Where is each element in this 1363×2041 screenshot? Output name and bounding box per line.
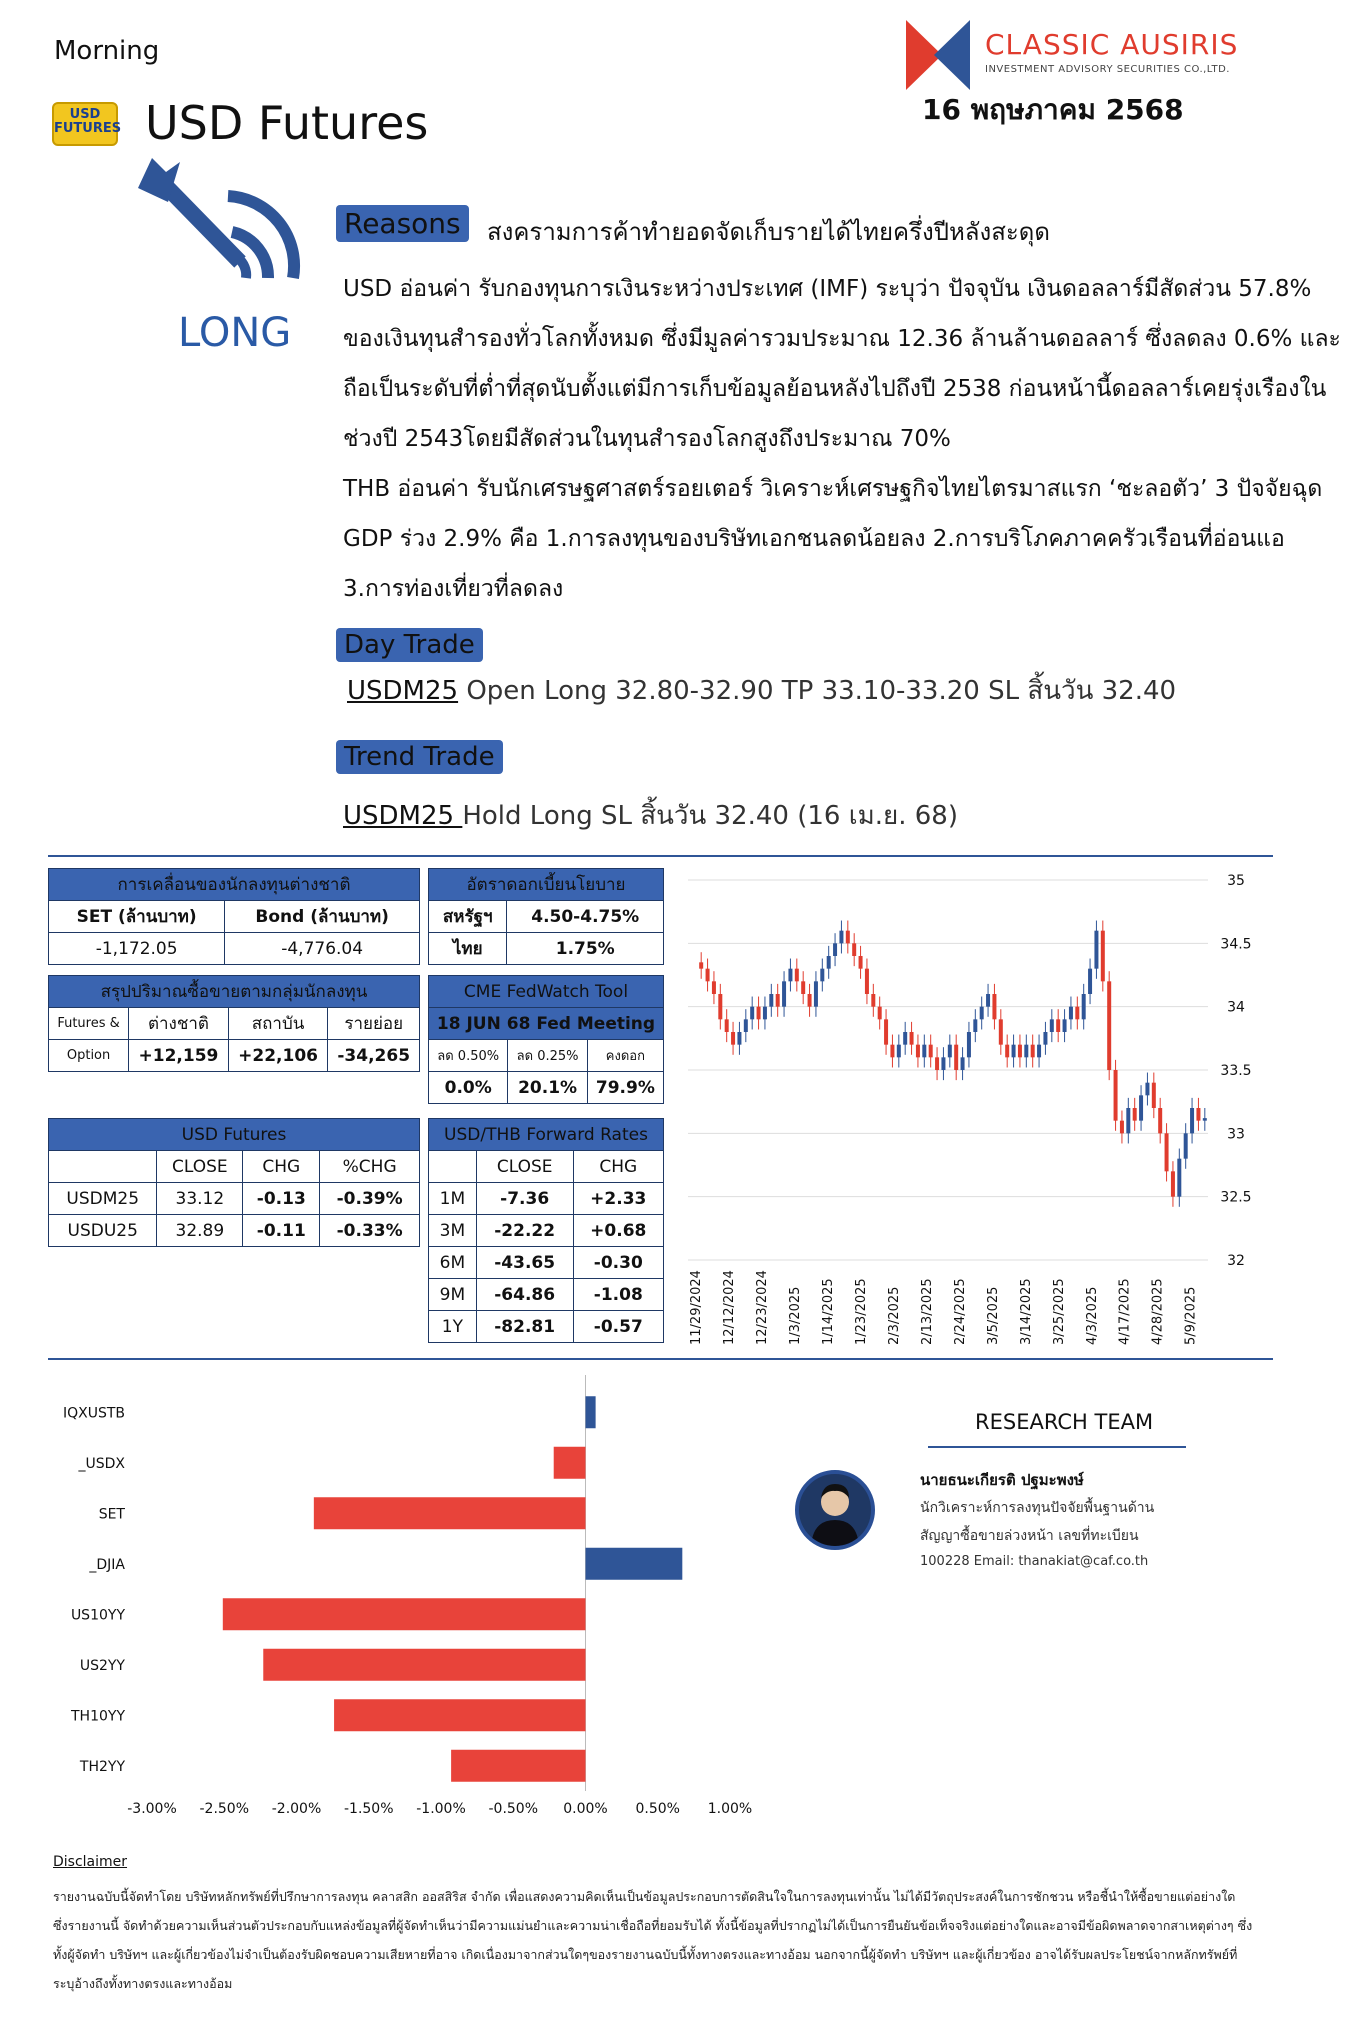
usd-futures-close: 32.89 [157, 1215, 243, 1247]
table-row [429, 1183, 664, 1215]
bar [451, 1750, 585, 1782]
usd-futures-badge-icon: USD FUTURES [52, 102, 118, 146]
candle-body [992, 994, 996, 1019]
usd-futures-symbol: USDM25 [49, 1183, 157, 1215]
fedwatch-header: ลด 0.50% [429, 1040, 508, 1072]
candle-body [871, 994, 875, 1007]
x-tick-label: 4/17/2025 [1117, 1278, 1133, 1345]
x-tick-label: 2/24/2025 [952, 1278, 968, 1345]
market-change-bar-chart [40, 1375, 760, 1835]
section-divider-top [48, 855, 1273, 857]
fedwatch-title: CME FedWatch Tool [429, 976, 664, 1008]
policy-rate-value: 4.50-4.75% [507, 901, 664, 933]
reason-headline: สงครามการค้าทำยอดจัดเก็บรายได้ไทยครึ่งปีหลังสะดุด [487, 218, 1050, 246]
candle-body [935, 1057, 939, 1070]
candle-body [737, 1032, 741, 1045]
investor-summary-value: -34,265 [328, 1040, 420, 1072]
forward-close: -64.86 [476, 1279, 573, 1311]
forward-rates-title: USD/THB Forward Rates [429, 1119, 664, 1151]
candle-body [910, 1032, 914, 1045]
y-tick-label: 35 [1227, 873, 1245, 889]
usd-futures-chg: -0.13 [243, 1183, 320, 1215]
y-tick-label: 34.5 [1220, 936, 1252, 953]
candle-body [852, 943, 856, 956]
usd-futures-header: CHG [243, 1151, 320, 1183]
target-dart-icon [128, 158, 308, 288]
candle-body [1082, 994, 1086, 1019]
candle-body [1056, 1019, 1060, 1032]
x-tick-label: -1.00% [416, 1801, 466, 1817]
x-tick-label: 0.50% [635, 1801, 680, 1817]
forward-close: -82.81 [476, 1311, 573, 1343]
y-tick-label: 32.5 [1220, 1189, 1252, 1206]
candle-body [1184, 1133, 1188, 1158]
table-row [429, 1311, 664, 1343]
policy-rate-country: ไทย [429, 933, 507, 965]
table-row [429, 1215, 664, 1247]
candle-body [890, 1045, 894, 1058]
candle-body [1024, 1045, 1028, 1058]
investor-summary-value: +22,106 [228, 1040, 328, 1072]
reason-paragraph-thb: THB อ่อนค่า รับนักเศรษฐศาสตร์รอยเตอร์ วิเคราะห์เศรษฐกิจไทยไตรมาสแรก ‘ชะลอตัว’ 3 ปัจจัยฉุด GDP ร่วง 2.9% คือ 1.การลงทุนของบริษัทเอกชนลดน้อยลง 2.การบริโภคภาคครัวเรือนที่อ่อนแอ 3.การท่องเที่ยวที่ลดลง [343, 476, 1323, 602]
candle-body [833, 943, 837, 956]
forward-header: CHG [573, 1151, 663, 1183]
investor-summary-value: +12,159 [129, 1040, 229, 1072]
usd-futures-pct: -0.39% [320, 1183, 420, 1215]
candle-body [1101, 931, 1105, 982]
candle-body [1139, 1095, 1143, 1120]
bar-category-label: US10YY [70, 1607, 125, 1624]
candle-body [1005, 1045, 1009, 1058]
forward-chg: -0.57 [573, 1311, 663, 1343]
candle-body [769, 994, 773, 1007]
policy-rate-title: อัตราดอกเบี้ยนโยบาย [429, 869, 664, 901]
candle-body [865, 969, 869, 994]
investor-summary-header: รายย่อย [328, 1008, 420, 1040]
candle-body [846, 931, 850, 944]
x-tick-label: 12/12/2024 [721, 1270, 737, 1345]
foreign-flow-bond-value: -4,776.04 [225, 933, 420, 965]
investor-summary-header: ต่างชาติ [129, 1008, 229, 1040]
candle-body [808, 994, 812, 1007]
reason-body [343, 264, 1343, 614]
candle-body [763, 1007, 767, 1020]
table-row [49, 1215, 420, 1247]
usd-futures-symbol: USDU25 [49, 1215, 157, 1247]
candle-body [1043, 1032, 1047, 1045]
policy-rate-country: สหรัฐฯ [429, 901, 507, 933]
candle-body [1094, 931, 1098, 969]
day-trade-tag: Day Trade [336, 628, 483, 662]
x-tick-label: 11/29/2024 [689, 1270, 704, 1345]
day-trade-line [347, 670, 1176, 711]
forward-tenor: 1Y [429, 1311, 477, 1343]
forward-header: CLOSE [476, 1151, 573, 1183]
fedwatch-header: คงดอก [587, 1040, 663, 1072]
candle-body [1196, 1108, 1200, 1121]
candle-body [712, 981, 716, 994]
forward-tenor: 1M [429, 1183, 477, 1215]
candle-body [941, 1057, 945, 1070]
candle-body [788, 969, 792, 982]
x-tick-label: 3/5/2025 [985, 1286, 1001, 1345]
candle-body [706, 969, 710, 982]
fedwatch-value: 20.1% [508, 1072, 587, 1104]
bar [586, 1548, 683, 1580]
x-tick-label: -1.50% [343, 1801, 394, 1817]
report-date: 16 พฤษภาคม 2568 [922, 93, 1184, 126]
table-row [429, 1279, 664, 1311]
fedwatch-table [428, 975, 664, 1104]
foreign-flow-set-value: -1,172.05 [49, 933, 225, 965]
table-row [49, 1183, 420, 1215]
brand-logo-icon [906, 20, 970, 90]
forward-chg: +2.33 [573, 1183, 663, 1215]
forward-tenor: 9M [429, 1279, 477, 1311]
candle-body [801, 981, 805, 994]
forward-close: -7.36 [476, 1183, 573, 1215]
candle-body [1120, 1121, 1124, 1134]
brand-subtitle: INVESTMENT ADVISORY SECURITIES CO.,LTD. [985, 64, 1230, 75]
candle-body [859, 956, 863, 969]
brand-name: CLASSIC AUSIRIS [985, 28, 1239, 61]
analyst-role: นักวิเคราะห์การลงทุนปัจจัยพื้นฐานด้าน [920, 1500, 1155, 1516]
candle-body [961, 1057, 965, 1070]
candle-body [884, 1019, 888, 1044]
candle-body [1165, 1133, 1169, 1171]
usd-futures-chg: -0.11 [243, 1215, 320, 1247]
candle-body [986, 994, 990, 1007]
usd-futures-close: 33.12 [157, 1183, 243, 1215]
forward-chg: -0.30 [573, 1247, 663, 1279]
candle-body [999, 1019, 1003, 1044]
forward-chg: -1.08 [573, 1279, 663, 1311]
candle-body [1069, 1007, 1073, 1020]
candle-body [827, 956, 831, 969]
y-tick-label: 33 [1227, 1126, 1245, 1143]
bar [586, 1396, 596, 1428]
bar-category-label: _DJIA [89, 1556, 125, 1573]
analyst-contact: 100228 Email: thanakiat@caf.co.th [920, 1554, 1149, 1569]
investor-summary-table [48, 975, 420, 1072]
reasons-tag: Reasons [336, 205, 469, 242]
candle-body [1158, 1108, 1162, 1133]
candle-body [744, 1019, 748, 1032]
candle-body [820, 969, 824, 982]
y-tick-label: 32 [1227, 1253, 1245, 1269]
fedwatch-value: 0.0% [429, 1072, 508, 1104]
session-label: Morning [54, 36, 160, 66]
forward-chg: +0.68 [573, 1215, 663, 1247]
x-tick-label: 2/3/2025 [886, 1286, 902, 1345]
candle-body [1177, 1159, 1181, 1197]
disclaimer-text: รายงานฉบับนี้จัดทำโดย บริษัทหลักทรัพย์ที่ปรึกษาการลงทุน คลาสสิก ออสสิริส จำกัด เพื่อแสดงความคิดเห็นเป็นข้อมูลประกอบการตัดสินใจในการลงทุนเท่านั้น ไม่ได้มีวัตถุประสงค์ในการชักชวน หรือชี้นำให้ซื้อขายแต่อย่างใด ซึ่งรายงานนี้ จัดทำด้วยความเห็นส่วนตัวประกอบกับแหล่งข้อมูลที่ผู้จัดทำเห็นว่ามีความแม่นยำและความน่าเชื่อถือที่ยอมรับได้ ทั้งนี้ข้อมูลที่ปรากฏไม่ได้เป็นการยืนยันข้อเท็จจริงแต่อย่างใดและอาจมีข้อผิดพลาดจากสาเหตุต่างๆ ซึ่งทั้งผู้จัดทำ บริษัทฯ และผู้เกี่ยวข้องไม่จำเป็นต้องรับผิดชอบความเสียหายที่อาจ เกิดเนื่องมาจากส่วนใดๆของรายงานฉบับนี้ทั้งทางตรงและทางอ้อม นอกจากนี้ผู้จัดทำ บริษัทฯ และผู้เกี่ยวข้อง อาจได้รับผลประโยชน์จากหลักทรัพย์ที่ระบุอ้างถึงทั้งทางตรงและทางอ้อม [53, 1889, 1253, 1991]
candle-body [1031, 1045, 1035, 1058]
candle-body [839, 931, 843, 944]
analyst-name: นายธนะเกียรติ ปฐมะพงษ์ [920, 1471, 1084, 1489]
x-tick-label: 4/3/2025 [1084, 1286, 1100, 1345]
candle-body [725, 1019, 729, 1032]
day-trade-symbol: USDM25 [347, 676, 459, 706]
bar-category-label: SET [98, 1506, 125, 1523]
candle-body [699, 962, 703, 968]
candle-body [948, 1045, 952, 1058]
y-tick-label: 33.5 [1220, 1063, 1252, 1079]
x-tick-label: 3/14/2025 [1018, 1278, 1034, 1345]
foreign-flow-table [48, 868, 420, 965]
position-label: LONG [178, 310, 292, 356]
candle-body [1075, 1007, 1079, 1020]
fedwatch-header: ลด 0.25% [508, 1040, 587, 1072]
x-tick-label: 3/25/2025 [1051, 1278, 1067, 1345]
foreign-flow-col-bond: Bond (ล้านบาท) [225, 901, 420, 933]
candle-body [1050, 1019, 1054, 1032]
forward-close: -43.65 [476, 1247, 573, 1279]
candle-body [954, 1045, 958, 1070]
x-tick-label: 2/13/2025 [919, 1278, 935, 1345]
analyst-avatar [795, 1470, 875, 1550]
bar [263, 1649, 585, 1681]
bar-category-label: _USDX [78, 1455, 125, 1472]
x-tick-label: -2.00% [271, 1801, 322, 1817]
candle-body [1203, 1118, 1207, 1121]
bar [334, 1699, 585, 1731]
person-icon [799, 1474, 871, 1546]
foreign-flow-col-set: SET (ล้านบาท) [49, 901, 225, 933]
candle-body [1126, 1108, 1130, 1133]
candle-body [967, 1032, 971, 1057]
investor-summary-label: Futures & [49, 1008, 129, 1040]
forward-rates-table [428, 1118, 664, 1343]
investor-summary-title: สรุปปริมาณซื้อขายตามกลุ่มนักลงทุน [49, 976, 420, 1008]
candle-body [1037, 1045, 1041, 1058]
candle-body [980, 1007, 984, 1020]
disclaimer-title: Disclaimer [53, 1854, 128, 1870]
candle-body [1107, 981, 1111, 1070]
candle-body [1012, 1045, 1016, 1058]
candle-body [718, 994, 722, 1019]
candle-body [1088, 969, 1092, 994]
research-team-title: RESEARCH TEAM [975, 1410, 1154, 1434]
bar-category-label: IQXUSTB [62, 1405, 125, 1422]
trend-trade-text: Hold Long SL สิ้นวัน 32.40 (16 เม.ย. 68) [462, 801, 958, 831]
policy-rate-value: 1.75% [507, 933, 664, 965]
x-tick-label: 0.00% [563, 1801, 608, 1817]
x-tick-label: 12/23/2024 [754, 1270, 770, 1345]
usd-futures-header: CLOSE [157, 1151, 243, 1183]
page-title: USD Futures [145, 96, 429, 150]
day-trade-text: Open Long 32.80-32.90 TP 33.10-33.20 SL สิ้นวัน 32.40 [458, 676, 1177, 706]
table-row [429, 1247, 664, 1279]
x-tick-label: -2.50% [199, 1801, 250, 1817]
candle-body [973, 1019, 977, 1032]
candle-body [929, 1045, 933, 1058]
investor-summary-label: Option [49, 1040, 129, 1072]
candle-body [1171, 1171, 1175, 1196]
x-tick-label: 1/14/2025 [820, 1278, 836, 1345]
candle-body [1152, 1083, 1156, 1108]
reason-paragraph-usd: USD อ่อนค่า รับกองทุนการเงินระหว่างประเทศ (IMF) ระบุว่า ปัจจุบัน เงินดอลลาร์มีสัดส่วน 57.8% ของเงินทุนสำรองทั่วโลกทั้งหมด ซึ่งมีมูลค่ารวมประมาณ 12.36 ล้านล้านดอลลาร์ ซึ่งลดลง 0.6% และถือเป็นระดับที่ต่ำที่สุดนับตั้งแต่มีการเก็บข้อมูลย้อนหลังไปถึงปี 2538 ก่อนหน้านี้ดอลลาร์เคยรุ่งเรืองในช่วงปี 2543โดยมีสัดส่วนในทุนสำรองโลกสูงถึงประมาณ 70% [343, 276, 1341, 452]
x-tick-label: 5/9/2025 [1183, 1286, 1199, 1345]
bar [223, 1598, 586, 1630]
candle-body [782, 981, 786, 1006]
candle-body [878, 1007, 882, 1020]
bar [314, 1497, 586, 1529]
policy-rate-table [428, 868, 664, 965]
x-tick-label: 1/23/2025 [853, 1278, 869, 1345]
y-tick-label: 34 [1227, 999, 1245, 1016]
usdthb-candlestick-chart [688, 868, 1278, 1348]
x-tick-label: 4/28/2025 [1150, 1278, 1166, 1345]
analyst-license: สัญญาซื้อขายล่วงหน้า เลขที่ทะเบียน [920, 1528, 1139, 1544]
usd-futures-header: %CHG [320, 1151, 420, 1183]
candle-body [1063, 1019, 1067, 1032]
forward-close: -22.22 [476, 1215, 573, 1247]
bar-category-label: TH10YY [71, 1708, 125, 1725]
usd-futures-table-title: USD Futures [49, 1119, 420, 1151]
research-team-underline [928, 1446, 1186, 1448]
candle-body [1145, 1083, 1149, 1096]
fedwatch-meeting: 18 JUN 68 Fed Meeting [429, 1008, 664, 1040]
candle-body [795, 969, 799, 982]
candle-body [1190, 1108, 1194, 1133]
candle-body [814, 981, 818, 1006]
forward-tenor: 6M [429, 1247, 477, 1279]
x-tick-label: -0.50% [488, 1801, 539, 1817]
x-tick-label: 1.00% [707, 1801, 753, 1817]
usd-futures-table [48, 1118, 420, 1247]
section-divider-bottom [48, 1358, 1273, 1360]
trend-trade-line [343, 795, 958, 836]
trend-trade-tag: Trend Trade [336, 740, 503, 774]
trend-trade-symbol: USDM25 [343, 801, 463, 831]
x-tick-label: 1/3/2025 [787, 1286, 803, 1345]
candle-body [1133, 1108, 1137, 1121]
forward-tenor: 3M [429, 1215, 477, 1247]
candle-body [776, 994, 780, 1007]
fedwatch-value: 79.9% [587, 1072, 663, 1104]
candle-body [757, 1007, 761, 1020]
candle-body [916, 1045, 920, 1058]
investor-summary-header: สถาบัน [228, 1008, 328, 1040]
foreign-flow-title: การเคลื่อนของนักลงทุนต่างชาติ [49, 869, 420, 901]
bar-category-label: US2YY [79, 1657, 125, 1674]
usd-futures-pct: -0.33% [320, 1215, 420, 1247]
candle-body [1114, 1070, 1118, 1121]
candle-body [897, 1045, 901, 1058]
candle-body [903, 1032, 907, 1045]
candle-body [731, 1032, 735, 1045]
bar-category-label: TH2YY [79, 1758, 125, 1775]
candle-body [922, 1045, 926, 1058]
bar [554, 1447, 586, 1479]
x-tick-label: -3.00% [127, 1801, 177, 1817]
candle-body [1018, 1045, 1022, 1058]
candle-body [750, 1007, 754, 1020]
